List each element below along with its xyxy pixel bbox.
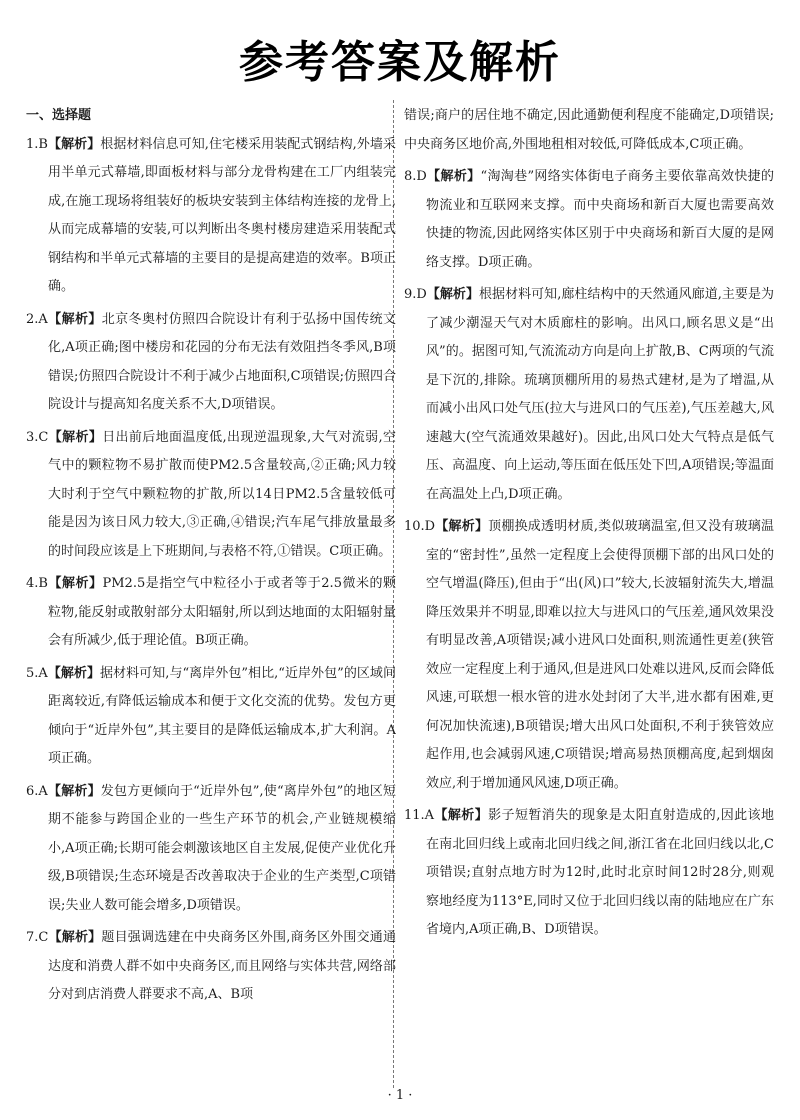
answer-text: 影子短暂消失的现象是太阳直射造成的,因此该地在南北回归线上或南北回归线之间,浙江省在北回归线以北,C项错误;直射点地方时为12时,此时北京时间12时28分,则观察地经度为113°E,同时又位于北回归线以南的陆地应在广东省境内,A项正确,B、D项错误。	[426, 808, 774, 937]
answer-number: 4.B	[26, 576, 48, 591]
answer-text: 北京冬奥村仿照四合院设计有利于弘扬中国传统文化,A项正确;图中楼房和花园的分布无法有效阻挡冬季风,B项错误;仿照四合院设计不利于减少占地面积,C项错误;仿照四合院设计与提高知名度关系不大,D项错误。	[48, 311, 396, 412]
right-answer-list	[404, 163, 774, 945]
analysis-tag: 【解析】	[47, 311, 102, 327]
analysis-tag: 【解析】	[426, 287, 479, 302]
answer-number: 9.D	[404, 287, 427, 302]
left-answer-list	[26, 131, 396, 1010]
answer-text: PM2.5是指空气中粒径小于或者等于2.5微米的颗粒物,能反射或散射部分太阳辐射,所以到达地面的太阳辐射量会有所减少,低于理论值。B项正确。	[48, 576, 396, 648]
answer-item	[26, 660, 396, 774]
analysis-tag: 【解析】	[426, 169, 481, 184]
page-title: 参考答案及解析	[239, 37, 561, 88]
analysis-tag: 【解析】	[47, 665, 101, 681]
answer-text: 据材料可知,与“离岸外包”相比,“近岸外包”的区域间距离较近,有降低运输成本和便于文化交流的优势。发包方更倾向于“近岸外包”,其主要目的是降低运输成本,扩大利润。A项正确。	[48, 665, 396, 766]
answer-item	[404, 163, 774, 277]
answer-item	[26, 306, 396, 420]
answer-text: 题目强调选建在中央商务区外围,商务区外围交通通达度和消费人群不如中央商务区,而且网络与实体共营,网络部分对到店消费人群要求不高,A、B项	[48, 930, 396, 1002]
answer-number: 11.A	[404, 808, 435, 823]
carry-over-text: 错误;商户的居住地不确定,因此通勤便利程度不能确定,D项错误;中央商务区地价高,外围地租相对较低,可降低成本,C项正确。	[404, 108, 774, 152]
analysis-tag: 【解析】	[48, 930, 102, 945]
analysis-tag: 【解析】	[47, 783, 101, 799]
answer-item	[26, 924, 396, 1010]
answer-item	[26, 131, 396, 302]
answer-number: 6.A	[26, 783, 48, 799]
answer-number: 2.A	[26, 311, 48, 327]
right-column	[404, 102, 774, 1086]
answer-number: 3.C	[26, 429, 49, 445]
answer-text: 发包方更倾向于“近岸外包”,使“离岸外包”的地区短期不能参与跨国企业的一些生产环节的机会,产业链规模缩小,A项正确;长期可能会刺激该地区自主发展,促使产业优化升级,B项错误;生态环境是否改善取决于企业的生产类型,C项错误;失业人数可能会增多,D项错误。	[48, 783, 396, 913]
answer-item	[26, 424, 396, 567]
answer-number: 8.D	[404, 169, 427, 184]
answer-item	[404, 513, 774, 798]
analysis-tag: 【解析】	[48, 429, 103, 445]
answer-number: 1.B	[26, 136, 48, 152]
analysis-tag: 【解析】	[434, 808, 489, 823]
answer-text: 日出前后地面温度低,出现逆温现象,大气对流弱,空气中的颗粒物不易扩散而使PM2.5含量较高,②正确;风力较大时利于空气中颗粒物的扩散,所以14日PM2.5含量较低可能是因为该日风力较大,③正确,④错误;汽车尾气排放量最多的时间段应该是上下班期间,与表格不符,①错误。C项正确。	[48, 429, 396, 559]
section-heading: 一、选择题	[26, 108, 92, 123]
analysis-tag: 【解析】	[435, 519, 489, 534]
analysis-tag: 【解析】	[47, 576, 103, 591]
answer-item	[404, 802, 774, 945]
answer-text: 根据材料可知,廊柱结构中的天然通风廊道,主要是为了减少潮湿天气对木质廊柱的影响。出风口,顾名思义是“出风”的。据图可知,气流流动方向是向上扩散,B、C两项的气流是下沉的,排除。琉璃顶棚所用的易热式建材,是为了增温,从而减小出风口处气压(拉大与进风口的气压差),气压差越大,风速越大(空气流通效果越好)。因此,出风口处大气特点是低气压、高温度、向上运动,等压面在低压处下凹,A项错误;等温面在高温处上凸,D项正确。	[426, 287, 774, 502]
answer-item	[26, 570, 396, 656]
answer-item	[26, 778, 396, 921]
answer-number: 10.D	[404, 519, 436, 534]
page-number: · 1 ·	[387, 1088, 413, 1103]
left-column	[26, 102, 396, 1086]
answer-item	[404, 281, 774, 509]
answer-text: “淘淘巷”网络实体街电子商务主要依靠高效快捷的物流业和互联网来支撑。而中央商场和新百大厦也需要高效快捷的物流,因此网络实体区别于中央商场和新百大厦的是网络支撑。D项正确。	[426, 169, 774, 270]
answer-number: 5.A	[26, 665, 48, 681]
answer-number: 7.C	[26, 930, 49, 945]
answer-text: 顶棚换成透明材质,类似玻璃温室,但又没有玻璃温室的“密封性”,虽然一定程度上会使得顶棚下部的出风口处的空气增温(降压),但由于“出(风)口”较大,长波辐射流失大,增温降压效果并不明显,即难以拉大与进风口的气压差,通风效果没有明显改善,A项错误;减小进风口处面积,则流通性更差(狭管效应一定程度上利于通风,但是进风口处难以进风,反而会降低风速,可联想一根水管的进水处封闭了大半,进水都有困难,更何况加快流速),B项错误;增大出风口处面积,不利于狭管效应起作用,也会减弱风速,C项错误;增高易热顶棚高度,起到烟囱效应,利于增加通风风速,D项正确。	[426, 519, 774, 791]
answer-text: 根据材料信息可知,住宅楼采用装配式钢结构,外墙采用半单元式幕墙,即面板材料与部分龙骨构建在工厂内组装完成,在施工现场将组装好的板块安装到主体结构连接的龙骨上,从而完成幕墙的安装,可以判断出冬奥村楼房建造采用装配式钢结构和半单元式幕墙的主要目的是提高建造的效率。B项正确。	[48, 136, 396, 294]
analysis-tag: 【解析】	[47, 136, 101, 152]
